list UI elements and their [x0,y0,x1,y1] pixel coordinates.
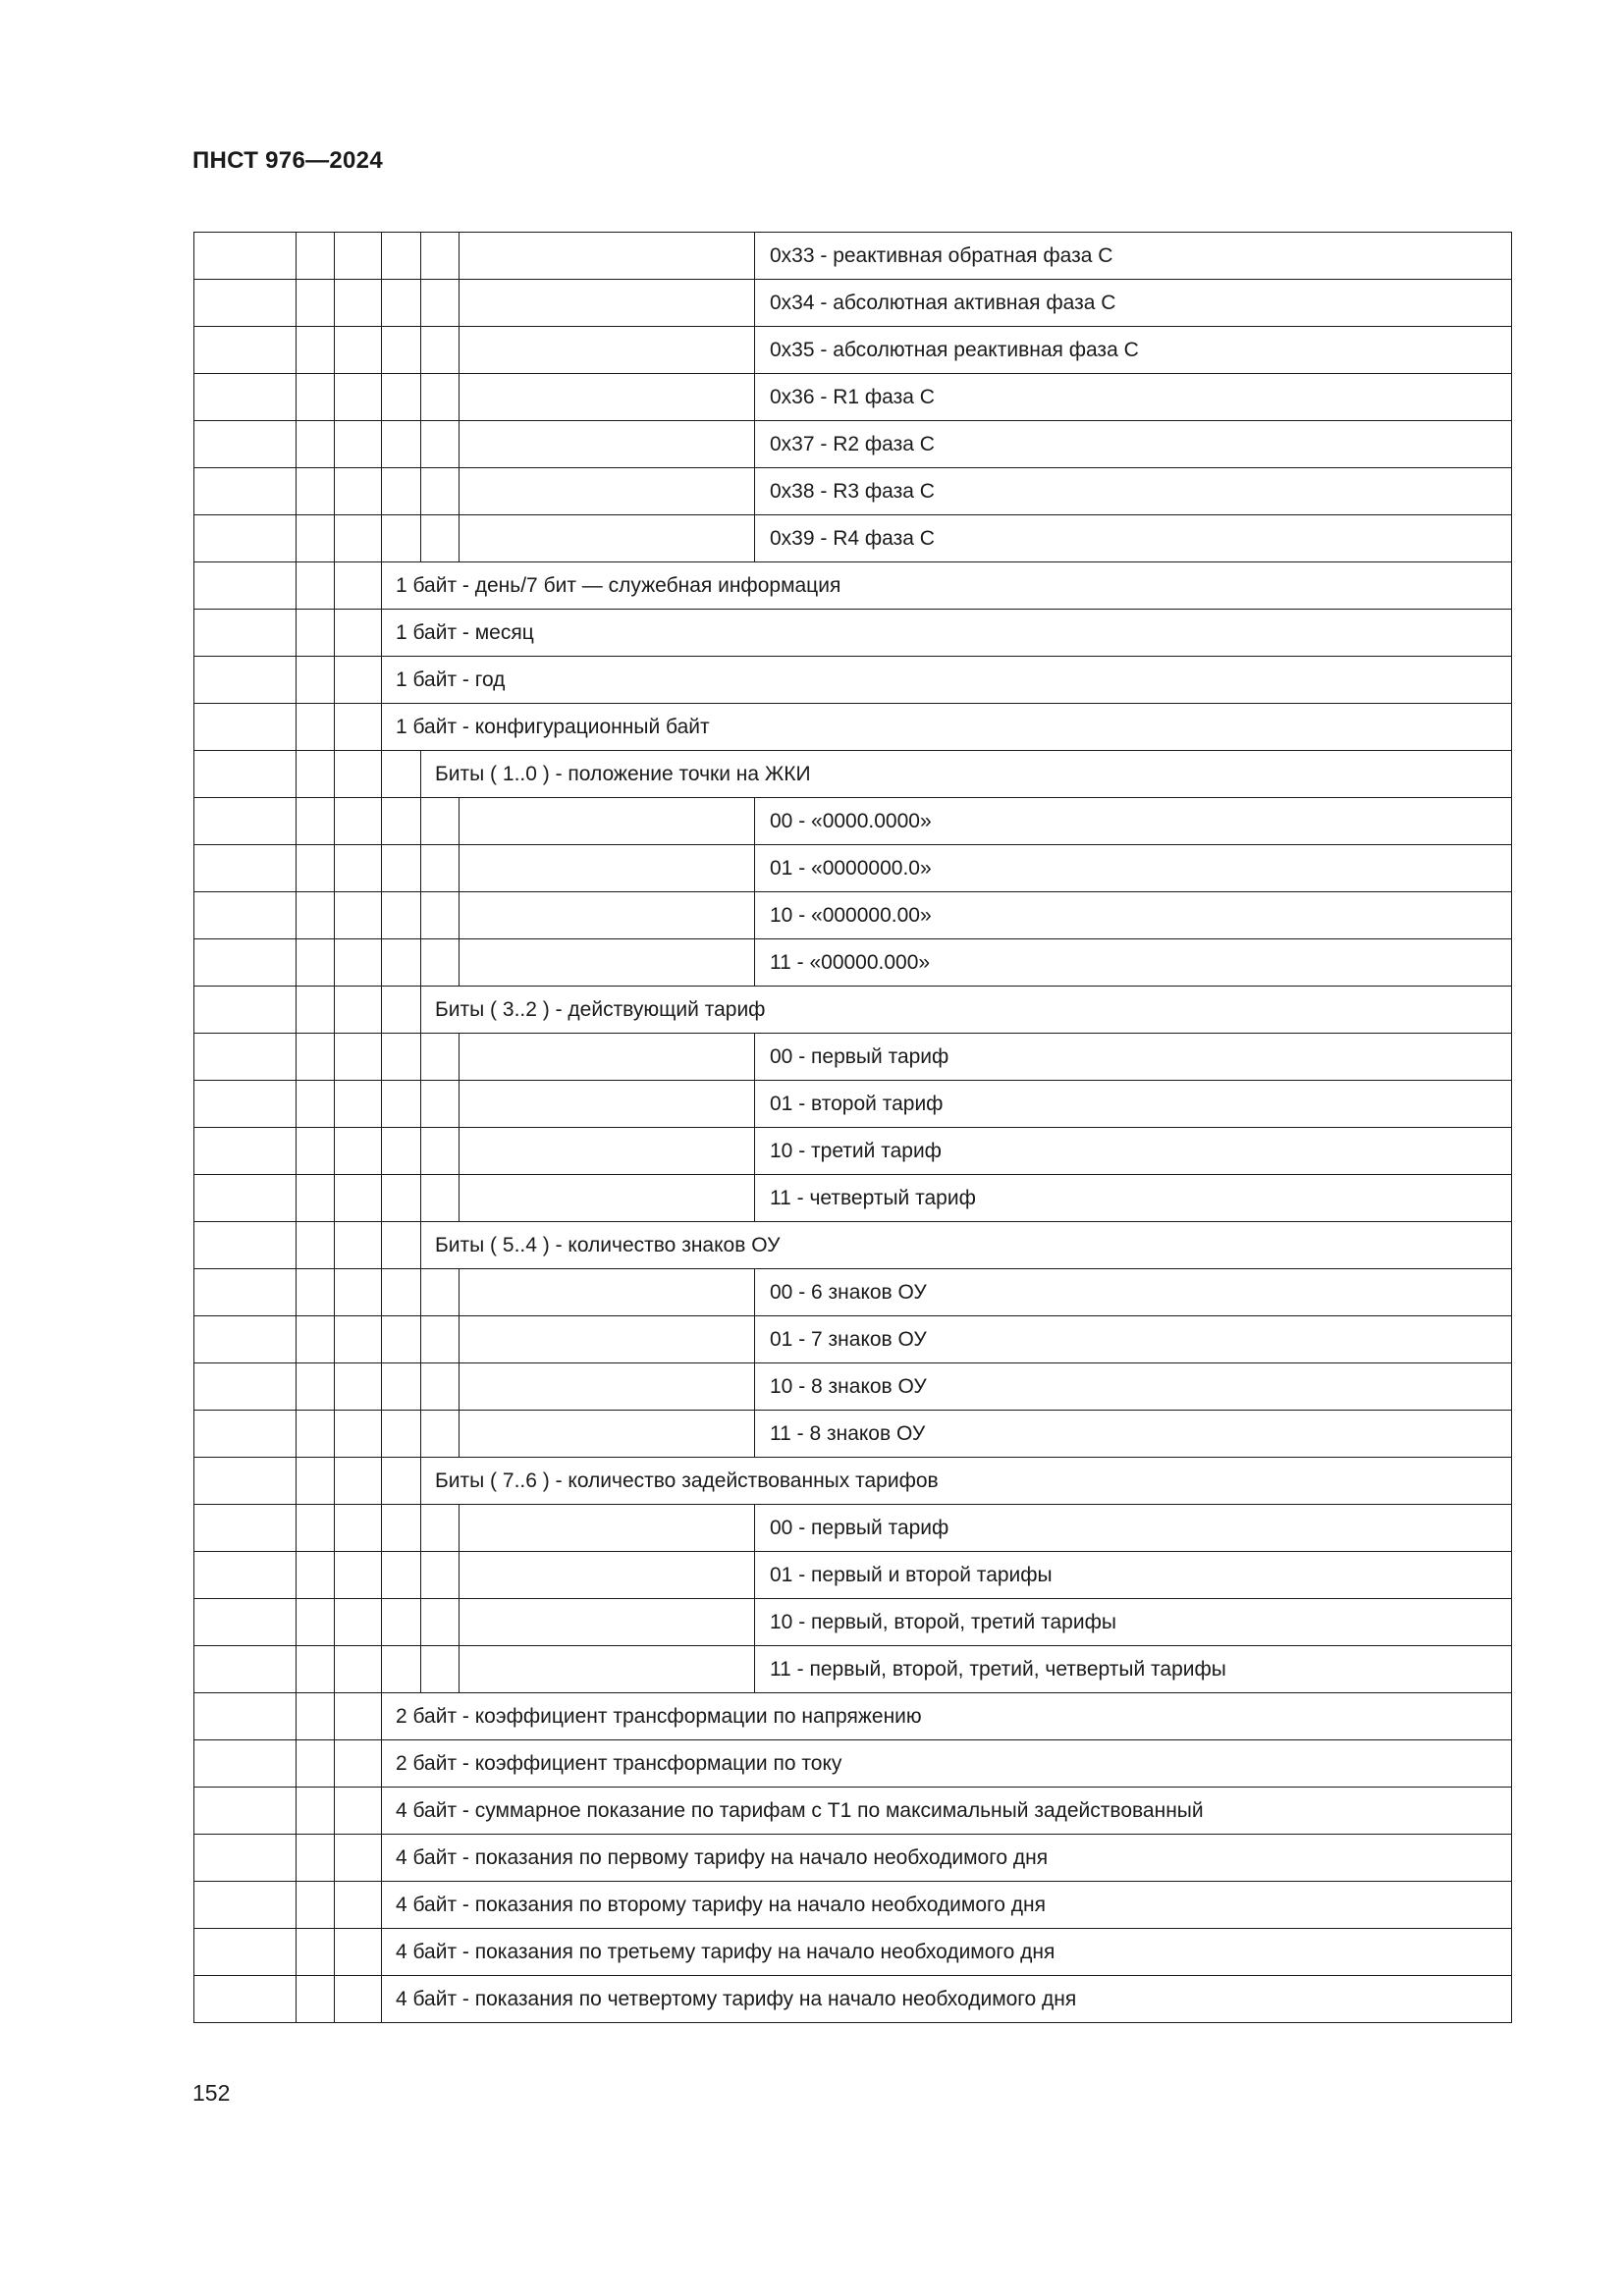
empty-cell [421,1128,460,1175]
table-row [194,421,1512,468]
empty-cell [460,1411,755,1458]
value-cell: 11 - четвертый тариф [755,1175,1512,1222]
empty-cell [335,327,382,374]
empty-cell [382,374,421,421]
table-row [194,1363,1512,1411]
empty-cell [194,515,297,562]
value-cell: 11 - 8 знаков ОУ [755,1411,1512,1458]
empty-cell [382,1552,421,1599]
empty-cell [297,657,335,704]
empty-cell [382,1458,421,1505]
table-row [194,1269,1512,1316]
table-row [194,1929,1512,1976]
empty-cell [297,468,335,515]
empty-cell [335,374,382,421]
empty-cell [335,845,382,892]
empty-cell [335,1976,382,2023]
empty-cell [194,1740,297,1788]
empty-cell [297,610,335,657]
value-cell: 0x35 - абсолютная реактивная фаза С [755,327,1512,374]
empty-cell [335,515,382,562]
empty-cell [335,939,382,987]
empty-cell [297,892,335,939]
empty-cell [460,1034,755,1081]
empty-cell [460,1646,755,1693]
empty-cell [421,892,460,939]
empty-cell [335,1552,382,1599]
field-cell: 1 байт - день/7 бит — служебная информация [382,562,1512,610]
table-row [194,1788,1512,1835]
empty-cell [421,1363,460,1411]
empty-cell [335,280,382,327]
value-cell: 00 - «0000.0000» [755,798,1512,845]
empty-cell [421,280,460,327]
empty-cell [382,1034,421,1081]
empty-cell [297,1552,335,1599]
table-row [194,1646,1512,1693]
empty-cell [421,939,460,987]
empty-cell [460,845,755,892]
empty-cell [297,280,335,327]
empty-cell [194,704,297,751]
empty-cell [460,515,755,562]
empty-cell [297,233,335,280]
empty-cell [382,468,421,515]
empty-cell [382,939,421,987]
table-row [194,562,1512,610]
empty-cell [421,1175,460,1222]
empty-cell [194,233,297,280]
empty-cell [297,1222,335,1269]
empty-cell [335,1128,382,1175]
empty-cell [421,1411,460,1458]
table-row [194,751,1512,798]
bits-cell: Биты ( 7..6 ) - количество задействованных тарифов [421,1458,1512,1505]
empty-cell [335,1316,382,1363]
value-cell: 10 - первый, второй, третий тарифы [755,1599,1512,1646]
empty-cell [194,1363,297,1411]
empty-cell [194,1316,297,1363]
empty-cell [460,327,755,374]
empty-cell [297,1599,335,1646]
field-cell: 1 байт - конфигурационный байт [382,704,1512,751]
empty-cell [460,1505,755,1552]
empty-cell [297,1175,335,1222]
empty-cell [194,1552,297,1599]
empty-cell [382,1363,421,1411]
field-cell: 2 байт - коэффициент трансформации по напряжению [382,1693,1512,1740]
empty-cell [194,892,297,939]
empty-cell [194,1599,297,1646]
empty-cell [194,1175,297,1222]
table-row [194,233,1512,280]
value-cell: 00 - первый тариф [755,1034,1512,1081]
empty-cell [421,515,460,562]
table-row [194,704,1512,751]
empty-cell [335,1363,382,1411]
empty-cell [194,798,297,845]
empty-cell [194,1882,297,1929]
empty-cell [421,1552,460,1599]
empty-cell [297,1929,335,1976]
empty-cell [382,421,421,468]
value-cell: 0x37 - R2 фаза С [755,421,1512,468]
table-row [194,1128,1512,1175]
empty-cell [421,374,460,421]
empty-cell [194,1222,297,1269]
empty-cell [421,421,460,468]
empty-cell [297,1976,335,2023]
empty-cell [421,798,460,845]
empty-cell [297,845,335,892]
empty-cell [460,374,755,421]
empty-cell [194,1976,297,2023]
empty-cell [382,1646,421,1693]
table-row [194,657,1512,704]
empty-cell [297,1363,335,1411]
empty-cell [460,1269,755,1316]
empty-cell [297,327,335,374]
empty-cell [297,562,335,610]
table-row [194,1222,1512,1269]
empty-cell [194,987,297,1034]
value-cell: 0x33 - реактивная обратная фаза С [755,233,1512,280]
table-row [194,468,1512,515]
empty-cell [335,1222,382,1269]
table-row [194,1411,1512,1458]
bits-cell: Биты ( 1..0 ) - положение точки на ЖКИ [421,751,1512,798]
empty-cell [297,1034,335,1081]
empty-cell [382,1222,421,1269]
empty-cell [297,751,335,798]
empty-cell [335,562,382,610]
empty-cell [382,987,421,1034]
value-cell: 10 - третий тариф [755,1128,1512,1175]
value-cell: 0x36 - R1 фаза С [755,374,1512,421]
empty-cell [382,515,421,562]
empty-cell [382,1081,421,1128]
empty-cell [421,1034,460,1081]
table-row [194,1458,1512,1505]
value-cell: 00 - 6 знаков ОУ [755,1269,1512,1316]
page-number: 152 [192,2080,231,2106]
empty-cell [297,1458,335,1505]
empty-cell [421,1505,460,1552]
empty-cell [194,1788,297,1835]
empty-cell [194,1081,297,1128]
empty-cell [460,1599,755,1646]
empty-cell [382,1505,421,1552]
empty-cell [382,892,421,939]
empty-cell [335,1693,382,1740]
empty-cell [194,1646,297,1693]
empty-cell [297,1788,335,1835]
field-cell: 4 байт - показания по первому тарифу на начало необходимого дня [382,1835,1512,1882]
empty-cell [297,1505,335,1552]
empty-cell [194,610,297,657]
table-row [194,1175,1512,1222]
empty-cell [382,233,421,280]
empty-cell [421,327,460,374]
table-row [194,1882,1512,1929]
table-row [194,515,1512,562]
empty-cell [460,280,755,327]
empty-cell [194,1835,297,1882]
bits-cell: Биты ( 3..2 ) - действующий тариф [421,987,1512,1034]
value-cell: 10 - «000000.00» [755,892,1512,939]
table-row [194,845,1512,892]
empty-cell [421,1269,460,1316]
empty-cell [297,421,335,468]
empty-cell [194,1411,297,1458]
empty-cell [460,1363,755,1411]
empty-cell [421,468,460,515]
empty-cell [297,1128,335,1175]
empty-cell [297,1693,335,1740]
empty-cell [335,1269,382,1316]
empty-cell [194,374,297,421]
empty-cell [297,1740,335,1788]
table-row [194,987,1512,1034]
empty-cell [335,1034,382,1081]
empty-cell [194,1929,297,1976]
value-cell: 00 - первый тариф [755,1505,1512,1552]
value-cell: 01 - 7 знаков ОУ [755,1316,1512,1363]
empty-cell [194,327,297,374]
table-row [194,798,1512,845]
empty-cell [421,1081,460,1128]
table-row [194,1552,1512,1599]
empty-cell [460,1175,755,1222]
empty-cell [297,1646,335,1693]
field-cell: 4 байт - показания по второму тарифу на начало необходимого дня [382,1882,1512,1929]
empty-cell [194,468,297,515]
empty-cell [421,1316,460,1363]
empty-cell [460,421,755,468]
empty-cell [382,798,421,845]
empty-cell [421,845,460,892]
empty-cell [335,1599,382,1646]
empty-cell [335,421,382,468]
empty-cell [335,704,382,751]
empty-cell [460,1552,755,1599]
empty-cell [335,610,382,657]
spec-table [193,232,1512,2023]
empty-cell [335,657,382,704]
table-row [194,1693,1512,1740]
empty-cell [460,468,755,515]
empty-cell [382,845,421,892]
empty-cell [194,562,297,610]
empty-cell [297,1316,335,1363]
table-row [194,892,1512,939]
table-row [194,939,1512,987]
empty-cell [421,1646,460,1693]
empty-cell [460,1081,755,1128]
value-cell: 0x39 - R4 фаза С [755,515,1512,562]
empty-cell [421,233,460,280]
empty-cell [194,1505,297,1552]
table-row [194,1740,1512,1788]
empty-cell [335,798,382,845]
field-cell: 4 байт - показания по четвертому тарифу на начало необходимого дня [382,1976,1512,2023]
empty-cell [297,1411,335,1458]
empty-cell [335,1835,382,1882]
empty-cell [297,1081,335,1128]
empty-cell [194,1458,297,1505]
empty-cell [335,987,382,1034]
empty-cell [335,1740,382,1788]
table-row [194,327,1512,374]
empty-cell [194,939,297,987]
empty-cell [335,1788,382,1835]
table-row [194,1316,1512,1363]
empty-cell [335,1929,382,1976]
value-cell: 01 - «0000000.0» [755,845,1512,892]
empty-cell [382,751,421,798]
empty-cell [194,280,297,327]
empty-cell [297,1835,335,1882]
empty-cell [335,1505,382,1552]
empty-cell [382,1269,421,1316]
empty-cell [382,327,421,374]
table-row [194,280,1512,327]
empty-cell [335,468,382,515]
empty-cell [335,1646,382,1693]
value-cell: 01 - второй тариф [755,1081,1512,1128]
empty-cell [335,1081,382,1128]
empty-cell [382,1128,421,1175]
empty-cell [460,939,755,987]
value-cell: 10 - 8 знаков ОУ [755,1363,1512,1411]
empty-cell [421,1599,460,1646]
empty-cell [297,1269,335,1316]
table-row [194,1835,1512,1882]
table-row [194,1599,1512,1646]
table-row [194,374,1512,421]
table-row [194,1034,1512,1081]
value-cell: 0x38 - R3 фаза С [755,468,1512,515]
empty-cell [335,1411,382,1458]
empty-cell [382,280,421,327]
empty-cell [382,1411,421,1458]
table-row [194,1505,1512,1552]
document-header: ПНСТ 976—2024 [192,147,383,174]
empty-cell [335,1175,382,1222]
table-row [194,610,1512,657]
empty-cell [297,798,335,845]
value-cell: 11 - первый, второй, третий, четвертый тарифы [755,1646,1512,1693]
field-cell: 1 байт - месяц [382,610,1512,657]
empty-cell [297,515,335,562]
empty-cell [297,704,335,751]
empty-cell [460,1316,755,1363]
empty-cell [335,233,382,280]
empty-cell [297,987,335,1034]
empty-cell [297,1882,335,1929]
empty-cell [382,1599,421,1646]
field-cell: 2 байт - коэффициент трансформации по току [382,1740,1512,1788]
empty-cell [382,1316,421,1363]
empty-cell [460,233,755,280]
empty-cell [460,1128,755,1175]
empty-cell [297,939,335,987]
empty-cell [335,892,382,939]
field-cell: 4 байт - суммарное показание по тарифам с Т1 по максимальный задействованный [382,1788,1512,1835]
empty-cell [194,845,297,892]
empty-cell [194,1128,297,1175]
empty-cell [194,1269,297,1316]
table-row [194,1976,1512,2023]
empty-cell [335,751,382,798]
value-cell: 0x34 - абсолютная активная фаза С [755,280,1512,327]
empty-cell [335,1458,382,1505]
value-cell: 01 - первый и второй тарифы [755,1552,1512,1599]
table-row [194,1081,1512,1128]
empty-cell [460,798,755,845]
bits-cell: Биты ( 5..4 ) - количество знаков ОУ [421,1222,1512,1269]
empty-cell [297,374,335,421]
empty-cell [194,751,297,798]
empty-cell [194,1693,297,1740]
field-cell: 4 байт - показания по третьему тарифу на начало необходимого дня [382,1929,1512,1976]
empty-cell [335,1882,382,1929]
empty-cell [460,892,755,939]
value-cell: 11 - «00000.000» [755,939,1512,987]
empty-cell [382,1175,421,1222]
empty-cell [194,421,297,468]
field-cell: 1 байт - год [382,657,1512,704]
empty-cell [194,1034,297,1081]
empty-cell [194,657,297,704]
